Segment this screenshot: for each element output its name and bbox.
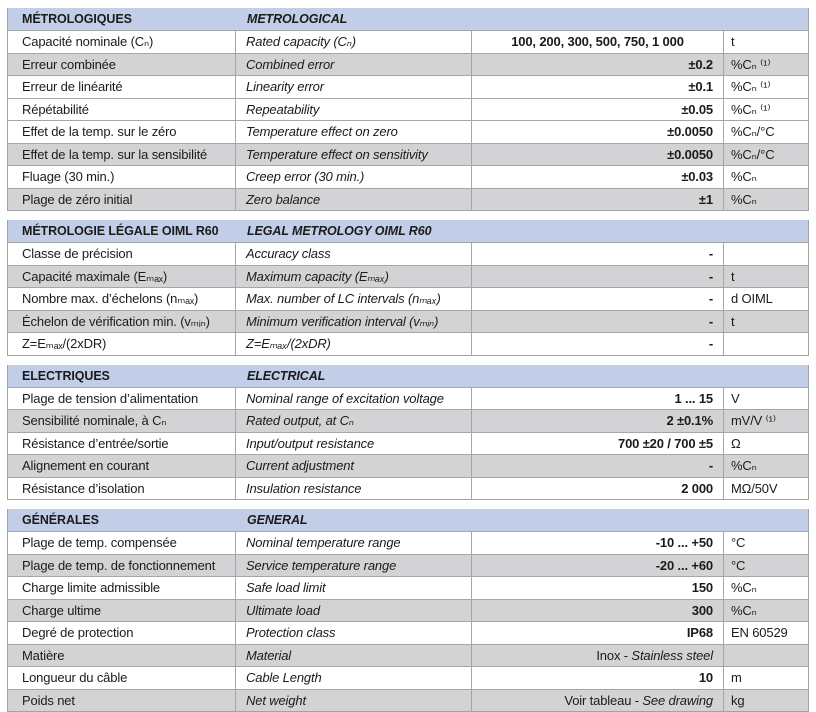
spec-value: 700 ±20 / 700 ±5 (618, 435, 713, 451)
spec-unit: MΩ/50V (731, 480, 778, 496)
spec-label-en: Safe load limit (236, 577, 472, 599)
spec-value: Voir tableau - (564, 692, 643, 708)
spec-label-en: Rated capacity (Cₙ) (236, 31, 472, 53)
spec-section (7, 220, 809, 356)
section-header-fr: MÉTROLOGIQUES (22, 12, 132, 26)
spec-value-cell (472, 166, 724, 188)
spec-value: ±0.05 (681, 101, 713, 117)
spec-unit: °C (731, 535, 746, 550)
spec-label-en: Net weight (236, 690, 472, 712)
section-header-en: GENERAL (247, 513, 308, 527)
section-header-fr: GÉNÉRALES (22, 513, 99, 527)
spec-value: - (708, 268, 713, 284)
spec-label-en: Creep error (30 min.) (236, 166, 472, 188)
spec-unit: %Cₙ ⁽¹⁾ (731, 79, 771, 94)
spec-row (8, 75, 808, 98)
spec-label-en: Accuracy class (236, 243, 472, 265)
section-header (8, 8, 808, 30)
spec-label-fr: Effet de la temp. sur la sensibilité (8, 144, 236, 166)
spec-value-cell (472, 288, 724, 310)
spec-label-en: Protection class (236, 622, 472, 644)
spec-value-cell (472, 333, 724, 355)
spec-row (8, 287, 808, 310)
spec-row (8, 53, 808, 76)
spec-value: ±0.0050 (667, 124, 713, 139)
spec-value-cell (472, 645, 724, 667)
spec-label-en: Rated output, at Cₙ (236, 410, 472, 432)
spec-unit: kg (731, 692, 745, 708)
spec-label-fr: Erreur de linéarité (8, 76, 236, 98)
spec-unit: t (731, 34, 735, 49)
spec-label-en: Nominal temperature range (236, 532, 472, 554)
spec-value-cell (472, 410, 724, 432)
spec-unit (724, 243, 808, 265)
spec-label-en: Material (236, 645, 472, 667)
spec-label-fr: Degré de protection (8, 622, 236, 644)
spec-label-en: Cable Length (236, 667, 472, 689)
spec-table (7, 8, 809, 712)
spec-value-cell (472, 667, 724, 689)
spec-value-cell (472, 99, 724, 121)
spec-value-cell (472, 243, 724, 265)
spec-label-fr: Répétabilité (8, 99, 236, 121)
spec-value-cell (472, 266, 724, 288)
spec-value: Inox - (596, 647, 632, 663)
spec-unit: %Cₙ/°C (731, 146, 775, 162)
spec-unit (724, 333, 808, 355)
spec-label-en: Linearity error (236, 76, 472, 98)
spec-unit: %Cₙ (731, 602, 757, 618)
spec-value-cell (472, 577, 724, 599)
spec-label-en: Insulation resistance (236, 478, 472, 500)
spec-label-en: Repeatability (236, 99, 472, 121)
spec-label-fr: Longueur du câble (8, 667, 236, 689)
spec-row (8, 432, 808, 455)
spec-value: -20 ... +60 (655, 557, 713, 573)
spec-section (7, 8, 809, 211)
section-header-en: ELECTRICAL (247, 368, 326, 383)
spec-unit: °C (731, 557, 746, 573)
spec-unit: %Cₙ ⁽¹⁾ (731, 101, 771, 117)
spec-value: 2 000 (681, 480, 713, 496)
spec-value-cell (472, 311, 724, 333)
spec-row (8, 265, 808, 288)
spec-value-cell (472, 690, 724, 712)
spec-value-cell (472, 455, 724, 477)
spec-value: ±0.03 (681, 169, 713, 184)
spec-label-fr: Plage de temp. de fonctionnement (8, 555, 236, 577)
spec-row (8, 409, 808, 432)
spec-value: ±0.0050 (667, 146, 713, 162)
spec-value-cell (472, 600, 724, 622)
section-header (8, 220, 808, 242)
spec-value: - (708, 313, 713, 329)
spec-label-fr: Échelon de vérification min. (vₘᵢₙ) (8, 311, 236, 333)
spec-value-italic: Stainless steel (631, 647, 713, 663)
spec-label-en: Temperature effect on zero (236, 121, 472, 143)
spec-label-fr: Sensibilité nominale, à Cₙ (8, 410, 236, 432)
spec-label-en: Current adjustment (236, 455, 472, 477)
spec-value-cell (472, 532, 724, 554)
spec-label-en: Max. number of LC intervals (nₘₐₓ) (236, 288, 472, 310)
spec-label-en: Combined error (236, 54, 472, 76)
spec-label-en: Service temperature range (236, 555, 472, 577)
spec-label-fr: Poids net (8, 690, 236, 712)
spec-unit: EN 60529 (731, 625, 788, 640)
spec-value: 1 ... 15 (674, 390, 713, 406)
spec-label-en: Ultimate load (236, 600, 472, 622)
spec-value: - (708, 336, 713, 351)
spec-label-fr: Alignement en courant (8, 455, 236, 477)
section-header (8, 509, 808, 531)
spec-label-en: Temperature effect on sensitivity (236, 144, 472, 166)
spec-row (8, 165, 808, 188)
spec-label-fr: Effet de la temp. sur le zéro (8, 121, 236, 143)
spec-value-cell (472, 555, 724, 577)
spec-value-cell (472, 76, 724, 98)
section-header-fr: ELECTRIQUES (22, 368, 110, 383)
spec-value-italic: See drawing (642, 692, 713, 708)
spec-value: ±0.1 (688, 79, 713, 94)
spec-row (8, 689, 808, 712)
spec-row (8, 531, 808, 554)
spec-unit: mV/V ⁽¹⁾ (731, 413, 776, 428)
spec-row (8, 621, 808, 644)
spec-row (8, 310, 808, 333)
spec-value: ±0.2 (688, 56, 713, 72)
spec-unit: t (731, 268, 735, 284)
spec-row (8, 454, 808, 477)
spec-value: - (708, 458, 713, 473)
spec-label-fr: Fluage (30 min.) (8, 166, 236, 188)
spec-value: - (708, 246, 713, 261)
spec-value: 10 (698, 670, 713, 685)
section-header-fr: MÉTROLOGIE LÉGALE OIML R60 (22, 224, 219, 238)
spec-label-fr: Matière (8, 645, 236, 667)
spec-value: -10 ... +50 (655, 535, 713, 550)
spec-row (8, 576, 808, 599)
spec-row (8, 143, 808, 166)
spec-label-fr: Résistance d’entrée/sortie (8, 433, 236, 455)
spec-value-cell (472, 189, 724, 211)
spec-label-fr: Résistance d’isolation (8, 478, 236, 500)
spec-value-cell (472, 622, 724, 644)
spec-label-fr: Plage de temp. compensée (8, 532, 236, 554)
spec-value-cell (472, 121, 724, 143)
section-header-en: LEGAL METROLOGY OIML R60 (247, 224, 432, 238)
spec-row (8, 242, 808, 265)
spec-row (8, 644, 808, 667)
spec-value: ±1 (698, 191, 713, 207)
spec-value: 150 (691, 580, 713, 595)
spec-unit: %Cₙ (731, 191, 757, 207)
spec-row (8, 188, 808, 211)
spec-row (8, 332, 808, 355)
spec-label-fr: Charge limite admissible (8, 577, 236, 599)
spec-label-en: Maximum capacity (Eₘₐₓ) (236, 266, 472, 288)
spec-section (7, 365, 809, 501)
spec-label-fr: Erreur combinée (8, 54, 236, 76)
spec-label-en: Input/output resistance (236, 433, 472, 455)
spec-row (8, 477, 808, 500)
spec-label-en: Nominal range of excitation voltage (236, 388, 472, 410)
spec-unit: m (731, 670, 742, 685)
spec-label-en: Minimum verification interval (vₘᵢₙ) (236, 311, 472, 333)
spec-value: IP68 (686, 625, 713, 640)
spec-label-fr: Plage de tension d’alimentation (8, 388, 236, 410)
spec-value-cell (472, 31, 724, 53)
spec-label-fr: Charge ultime (8, 600, 236, 622)
spec-unit: %Cₙ (731, 458, 757, 473)
spec-unit: %Cₙ (731, 580, 757, 595)
spec-label-fr: Capacité maximale (Eₘₐₓ) (8, 266, 236, 288)
spec-label-en: Zero balance (236, 189, 472, 211)
spec-label-fr: Capacité nominale (Cₙ) (8, 31, 236, 53)
spec-label-fr: Nombre max. d’échelons (nₘₐₓ) (8, 288, 236, 310)
spec-label-fr: Z=Eₘₐₓ/(2xDR) (8, 333, 236, 355)
spec-value-cell (472, 388, 724, 410)
spec-unit: Ω (731, 435, 741, 451)
spec-row (8, 120, 808, 143)
spec-value-cell (472, 478, 724, 500)
spec-row (8, 666, 808, 689)
section-header-en: METROLOGICAL (247, 12, 348, 26)
spec-unit: d OIML (731, 291, 773, 306)
spec-value: 2 ±0.1% (666, 413, 713, 428)
spec-row (8, 554, 808, 577)
spec-label-fr: Plage de zéro initial (8, 189, 236, 211)
spec-value: 300 (691, 602, 713, 618)
spec-unit: %Cₙ (731, 169, 757, 184)
spec-value: - (708, 291, 713, 306)
spec-value-cell (472, 54, 724, 76)
spec-row (8, 387, 808, 410)
section-header (8, 365, 808, 387)
spec-value-cell (472, 433, 724, 455)
spec-value-cell (472, 144, 724, 166)
spec-unit: t (731, 313, 735, 329)
spec-label-en: Z=Eₘₐₓ/(2xDR) (236, 333, 472, 355)
spec-unit: V (731, 390, 740, 406)
spec-value: 100, 200, 300, 500, 750, 1 000 (511, 34, 684, 49)
spec-unit: %Cₙ ⁽¹⁾ (731, 56, 771, 72)
spec-row (8, 98, 808, 121)
spec-row (8, 30, 808, 53)
spec-unit: %Cₙ/°C (731, 124, 775, 139)
spec-section (7, 509, 809, 712)
spec-label-fr: Classe de précision (8, 243, 236, 265)
spec-row (8, 599, 808, 622)
spec-unit (724, 645, 808, 667)
